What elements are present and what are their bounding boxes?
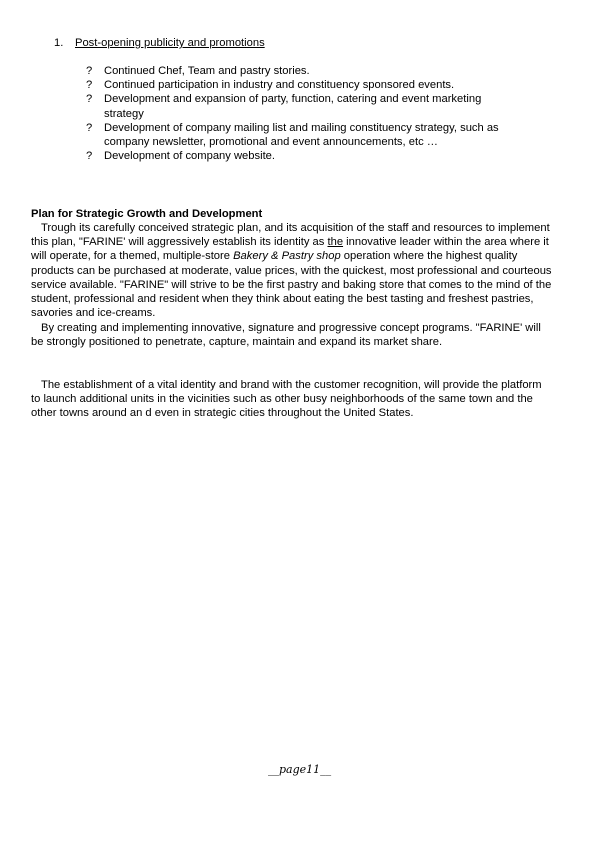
strategic-heading: Plan for Strategic Growth and Development <box>31 208 263 220</box>
section-heading <box>54 36 265 50</box>
section-number: 1. <box>54 37 64 49</box>
list-item <box>86 78 506 92</box>
paragraph-concept: By creating and implementing innovative, signature and progressive concept programs. "FARINE' will be strongly positioned to penetrate, capture, maintain and expand its market share. <box>31 322 541 349</box>
list-item <box>86 64 506 78</box>
bullet-text: Development and expansion of party, function, catering and event marketing strategy <box>104 93 482 120</box>
paragraph-text: operation where the highest quality products can be purchased at moderate, value prices, with the quickest, most professional and courteous service available. "FARINE" will strive to be the first pastry and baking store that comes to the mind of the student, professional and resident when they think about eating the best tasting and freshest pastries, savories and ice-creams. <box>31 250 552 320</box>
italic-phrase: Bakery & Pastry shop <box>233 250 341 263</box>
bullet-marker: ? <box>86 150 93 163</box>
list-item <box>86 92 506 120</box>
paragraph-text: Trough its carefully conceived strategic plan, and its acquisition of the staff and resources to implement this plan, "FARINE' will aggressively establish its identity as <box>31 222 550 249</box>
paragraph-plan <box>31 221 553 320</box>
paragraph-brand: The establishment of a vital identity and brand with the customer recognition, will provide the platform to launch additional units in the vicinities such as other busy neighborhoods of the same town and the other towns around an d even in strategic cities throughout the United States. <box>31 379 542 420</box>
page-number: __page11__ <box>268 763 332 776</box>
bullet-marker: ? <box>86 65 93 77</box>
underlined-word: the <box>327 236 344 249</box>
list-item <box>86 149 506 163</box>
bullet-list <box>86 64 506 163</box>
bullet-text: Development of company website. <box>104 150 276 163</box>
bullet-text: Continued Chef, Team and pastry stories. <box>104 65 310 77</box>
bullet-text: Continued participation in industry and constituency sponsored events. <box>104 79 455 92</box>
bullet-text: Development of company mailing list and mailing constituency strategy, such as company newsletter, promotional and event announcements, etc … <box>104 121 499 149</box>
bullet-marker: ? <box>86 93 93 106</box>
bullet-marker: ? <box>86 121 93 134</box>
list-item <box>86 121 506 149</box>
bullet-marker: ? <box>86 79 93 92</box>
paragraph-text: innovative leader within the area where it will operate, for a themed, multiple-store <box>31 236 549 263</box>
section-title: Post-opening publicity and promotions <box>75 37 265 49</box>
